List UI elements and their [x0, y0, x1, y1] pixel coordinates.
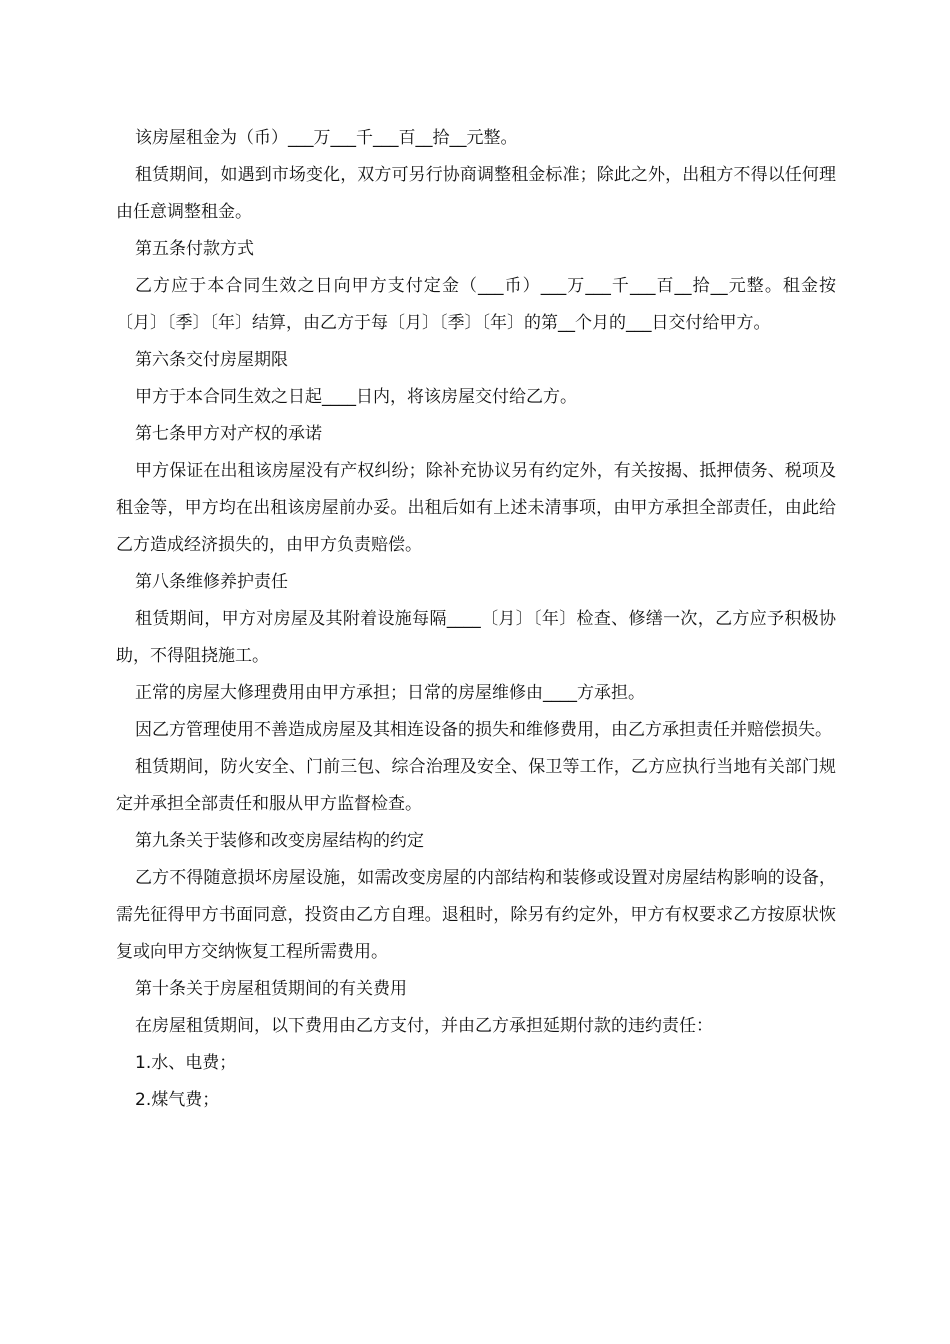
fee-item-2: 2.煤气费；: [135, 1090, 220, 1110]
repair-cost-paragraph: 正常的房屋大修理费用由甲方承担；日常的房屋维修由____方承担。: [135, 683, 645, 703]
article-8-heading: 第八条维修养护责任: [135, 572, 288, 592]
article-7-heading: 第七条甲方对产权的承诺: [135, 424, 322, 444]
damage-paragraph: 因乙方管理使用不善造成房屋及其相连设备的损失和维修费用，由乙方承担责任并赔偿损失。: [135, 720, 832, 740]
article-6-heading: 第六条交付房屋期限: [135, 350, 288, 370]
article-10-heading: 第十条关于房屋租赁期间的有关费用: [135, 979, 407, 999]
property-rights-paragraph: 甲方保证在出租该房屋没有产权纠纷；除补充协议另有约定外，有关按揭、抵押债务、税项及租金等，甲方均在出租该房屋前办妥。出租后如有上述未清事项，由甲方承担全部责任，由此给乙方造成经济损失的，由甲方负责赔偿。: [116, 461, 836, 555]
article-9-heading: 第九条关于装修和改变房屋结构的约定: [135, 831, 424, 851]
rent-amount-paragraph: 该房屋租金为（币）___万___千___百__拾__元整。: [135, 128, 518, 148]
document-page: [116, 120, 836, 1119]
safety-paragraph: 租赁期间，防火安全、门前三包、综合治理及安全、保卫等工作，乙方应执行当地有关部门规定并承担全部责任和服从甲方监督检查。: [116, 757, 836, 814]
deposit-paragraph: 乙方应于本合同生效之日向甲方支付定金（___币）___万___千___百__拾__元整。租金按〔月〕〔季〕〔年〕结算，由乙方于每〔月〕〔季〕〔年〕的第__个月的___日交付给甲方。: [116, 276, 836, 333]
article-5-heading: 第五条付款方式: [135, 239, 254, 259]
fee-item-1: 1.水、电费；: [135, 1053, 237, 1073]
delivery-paragraph: 甲方于本合同生效之日起____日内，将该房屋交付给乙方。: [135, 387, 577, 407]
renovation-paragraph: 乙方不得随意损坏房屋设施，如需改变房屋的内部结构和装修或设置对房屋结构影响的设备，需先征得甲方书面同意，投资由乙方自理。退租时，除另有约定外，甲方有权要求乙方按原状恢复或向甲方交纳恢复工程所需费用。: [116, 868, 836, 962]
inspection-paragraph: 租赁期间，甲方对房屋及其附着设施每隔____〔月〕〔年〕检查、修缮一次，乙方应予积极协助，不得阻挠施工。: [116, 609, 836, 666]
rent-adjustment-paragraph: 租赁期间，如遇到市场变化，双方可另行协商调整租金标准；除此之外，出租方不得以任何理由任意调整租金。: [116, 165, 836, 222]
fees-intro-paragraph: 在房屋租赁期间，以下费用由乙方支付，并由乙方承担延期付款的违约责任：: [135, 1016, 713, 1036]
